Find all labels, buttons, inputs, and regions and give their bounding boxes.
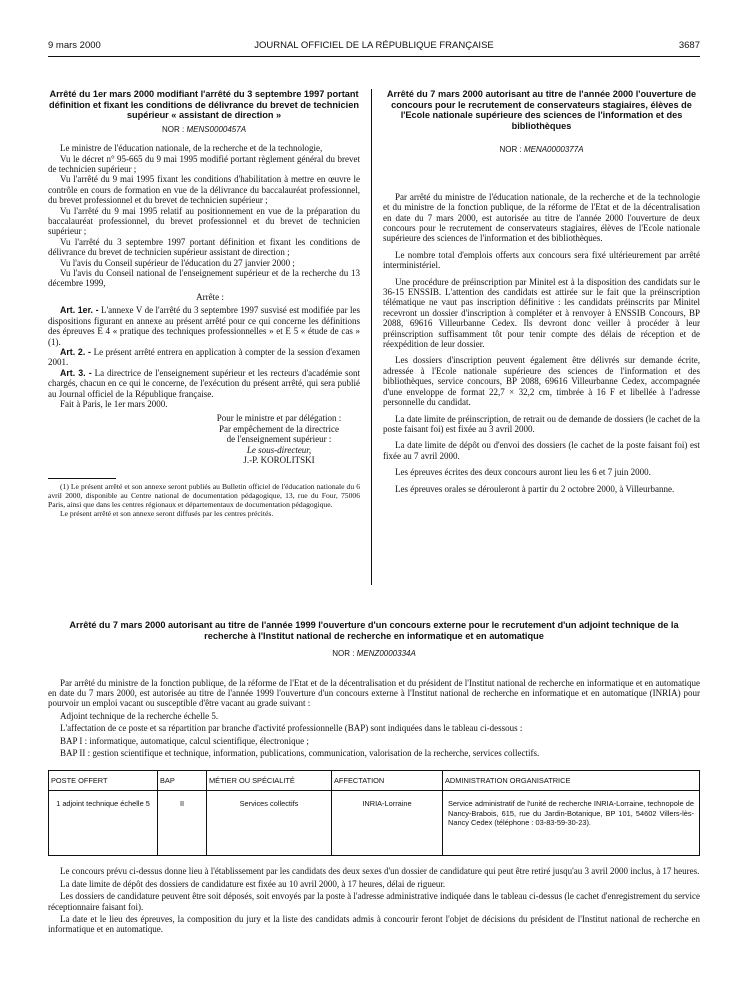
left-para: Vu le décret n° 95-665 du 9 mai 1995 modifié portant règlement général du brevet de technicien supérieur ;	[48, 153, 360, 174]
left-para: Vu l'arrêté du 9 mai 1995 fixant les conditions d'habilitation à mettre en œuvre le contrôle en cours de formation en vue de la délivrance du baccalauréat professionnel, du brevet professionnel et du brevet de technicien supérieur ;	[48, 174, 360, 206]
table-cell: INRIA-Lorraine	[332, 791, 443, 856]
article-label: Art. 1er. -	[60, 305, 99, 316]
nor-label: NOR :	[332, 649, 355, 659]
table-header: BAP	[158, 771, 207, 791]
left-column	[48, 89, 360, 519]
article-label: Art. 2. -	[60, 346, 91, 357]
left-para: Vu l'avis du Conseil national de l'enseignement supérieur et de la recherche du 13 décembre 1999,	[48, 268, 360, 289]
bottom-para: Le concours prévu ci-dessus donne lieu à l'établissement par les candidats des deux sexes d'un dossier de candidature qui peut être retiré jusqu'au 3 avril 2000 inclus, à 17 heures.	[60, 866, 700, 877]
signature-line: Pour le ministre et par délégation :	[216, 413, 342, 424]
right-para: Les dossiers d'inscription peuvent également être délivrés sur demande écrite, adressée à l'Ecole nationale supérieure des sciences de l'information et des bibliothèques, service concours, BP 2088, 69616 Villeurbanne Cedex, accompagnée d'une enveloppe de format 22,7 × 32,2 cm, timbrée à 16 F et libellée à l'adresse personnelle du candidat.	[383, 355, 700, 408]
left-para: Vu l'avis du Conseil supérieur de l'éducation du 27 janvier 2000 ;	[60, 257, 295, 268]
signature-line: Par empêchement de la directrice	[219, 423, 339, 434]
bottom-para: BAP II : gestion scientifique et technique, information, publications, communication, valorisation de la recherche, services collectifs.	[60, 748, 540, 759]
page-header	[48, 40, 700, 54]
table-row	[49, 791, 700, 856]
bottom-title: Arrêté du 7 mars 2000 autorisant au titre de l'année 1999 l'ouverture d'un concours externe pour le recrutement d'un adjoint technique de la recherche à l'Institut national de recherche en informatique et en automatique	[69, 620, 679, 641]
left-nor	[48, 125, 360, 135]
nor-code: MENA0000377A	[523, 145, 584, 155]
article-3	[48, 368, 360, 399]
nor-code: MENZ0000334A	[356, 649, 416, 659]
left-title: Arrêté du 1er mars 2000 modifiant l'arrêté du 3 septembre 1997 portant définition et fixant les conditions de délivrance du brevet de technicien supérieur « assistant de direction »	[49, 89, 359, 121]
right-para: Les épreuves orales se dérouleront à partir du 2 octobre 2000, à Villeurbanne.	[395, 483, 675, 494]
right-title: Arrêté du 7 mars 2000 autorisant au titre de l'année 2000 l'ouverture de concours pour le recrutement de conservateurs stagiaires, élèves de l'Ecole nationale supérieure des sciences de l'information et des bibliothèques	[386, 89, 697, 131]
page-number: 3687	[678, 40, 700, 51]
signature-block	[198, 413, 360, 465]
header-rule	[48, 56, 700, 57]
bottom-para: BAP I : informatique, automatique, calcul scientifique, électronique ;	[60, 735, 309, 746]
right-para: Le nombre total d'emplois offerts aux concours sera fixé ultérieurement par arrêté interministériel.	[383, 249, 700, 271]
footnote-rule	[48, 478, 116, 479]
table-header: AFFECTATION	[332, 771, 443, 791]
article-2	[48, 347, 360, 368]
bottom-para: L'affectation de ce poste et sa répartition par branche d'activité professionnelle (BAP) sont indiquées dans le tableau ci-dessous :	[60, 723, 523, 734]
bottom-para: La date et le lieu des épreuves, la composition du jury et la liste des candidats admis à concourir feront l'objet de décisions du président de l'Institut national de recherche en informatique et en automatique.	[48, 914, 700, 935]
article-text: L'annexe V de l'arrêté du 3 septembre 1997 susvisé est modifiée par les dispositions figurant en annexe au présent arrêté pour ce qui concerne les définitions des épreuves E 4 « pratique des techniques professionnelles » et E 5 « étude de cas » (1).	[48, 305, 360, 347]
nor-code: MENS0000457A	[186, 124, 247, 134]
bottom-para: La date limite de dépôt des dossiers de candidature est fixée au 10 avril 2000, à 17 heures, délai de rigueur.	[60, 878, 446, 889]
right-para: La date limite de dépôt ou d'envoi des dossiers (le cachet de la poste faisant foi) est fixée au 7 avril 2000.	[383, 440, 700, 461]
table-header: MÉTIER OU SPÉCIALITÉ	[207, 771, 332, 791]
bottom-para: Les dossiers de candidature peuvent être soit déposés, soit envoyés par la poste à l'adresse administrative indiquée dans le tableau ci-dessus (le cachet d'enregistrement du service réceptionnaire faisant foi).	[48, 891, 700, 912]
right-para: Une procédure de préinscription par Minitel est à la disposition des candidats sur le 36-15 ENSSIB. L'attention des candidats est attirée sur le fait que la préinscription télématique ne vaut pas inscription définitive : les candidats préinscrits par Minitel recevront un dossier d'inscription à compléter et à renvoyer à ENSSIB Concours, BP 2088, 69616 Villeurbanne Cedex. Ils devront donc veiller à procéder à leur préinscription suffisamment tôt pour tenir compte des délais de réception et de réexpédition de leur dossier.	[383, 276, 700, 350]
recruitment-table	[48, 770, 700, 856]
article-label: Art. 3. -	[60, 367, 92, 378]
nor-label: NOR :	[499, 145, 522, 155]
right-nor	[383, 145, 700, 155]
right-column	[383, 89, 700, 500]
signature-line: Le sous-directeur,	[246, 444, 312, 455]
left-para: Le ministre de l'éducation nationale, de la recherche et de la technologie,	[60, 143, 323, 154]
footnote: Le présent arrêté et son annexe seront diffusés par les centres précités.	[60, 508, 274, 518]
article-1	[48, 305, 360, 347]
signatory-name: J.-P. KOROLITSKI	[243, 454, 315, 465]
journal-title: JOURNAL OFFICIEL DE LA RÉPUBLIQUE FRANÇAISE	[254, 40, 494, 51]
bottom-nor	[48, 649, 700, 659]
table-header-row	[49, 771, 700, 791]
issue-date: 9 mars 2000	[48, 40, 101, 51]
fait-a: Fait à Paris, le 1er mars 2000.	[60, 398, 168, 409]
article-text: Le présent arrêté entrera en application à compter de la session d'examen 2001.	[48, 346, 361, 368]
table-cell: Service administratif de l'unité de recherche INRIA-Lorraine, technopole de Nancy-Brabois, 615, rue du Jardin-Botanique, BP 101, 54602 Villers-lès-Nancy Cedex (téléphone : 03-83-59-30-23).	[443, 791, 700, 856]
right-para: Les épreuves écrites des deux concours auront lieu les 6 et 7 juin 2000.	[395, 467, 651, 478]
right-para: Par arrêté du ministre de l'éducation nationale, de la recherche et de la technologie et du ministre de la fonction publique, de la réforme de l'Etat et de la décentralisation en date du 7 mars 2000, est autorisée au titre de l'année 2000 l'ouverture de deux concours pour le recrutement de conservateurs stagiaires, élèves de l'Ecole nationale supérieure des sciences de l'information et des bibliothèques.	[383, 191, 700, 244]
table-header: POSTE OFFERT	[49, 771, 158, 791]
arrete: Arrête :	[196, 291, 224, 302]
bottom-section	[48, 620, 700, 935]
column-separator	[371, 89, 372, 585]
footnote: (1) Le présent arrêté et son annexe seront publiés au Bulletin officiel de l'éducation nationale du 6 avril 2000, disponible au Centre national de documentation pédagogique, 13, rue du Four, 75006 Paris, ainsi que dans les centres régionaux et départementaux de documentation pédagogique.	[48, 482, 360, 509]
article-text: La directrice de l'enseignement supérieur et les recteurs d'académie sont chargés, chacun en ce qui le concerne, de l'exécution du présent arrêté, qui sera publié au Journal officiel de la République française.	[48, 367, 360, 399]
table-cell: II	[158, 791, 207, 856]
right-para: La date limite de préinscription, de retrait ou de demande de dossiers (le cachet de la poste faisant foi) est fixée au 3 avril 2000.	[383, 413, 700, 434]
table-header: ADMINISTRATION ORGANISATRICE	[443, 771, 700, 791]
bottom-para: Adjoint technique de la recherche échelle 5.	[60, 710, 219, 721]
left-para: Vu l'arrêté du 9 mai 1995 relatif au positionnement en vue de la préparation du baccalauréat professionnel, du brevet professionnel et du brevet de technicien supérieur ;	[48, 205, 360, 237]
nor-label: NOR :	[161, 124, 185, 134]
bottom-para: Par arrêté du ministre de la fonction publique, de la réforme de l'Etat et de la décentralisation et du président de l'Institut national de recherche en informatique et en automatique en date du 7 mars 2000, est autorisée au titre de l'année 1999 l'ouverture d'un concours externe à l'Institut national de recherche en informatique et en automatique (INRIA) pour pourvoir un emploi vacant ou susceptible d'être vacant au grade suivant :	[48, 677, 700, 709]
signature-line: de l'enseignement supérieur :	[226, 434, 332, 445]
table-cell: 1 adjoint technique échelle 5	[49, 791, 158, 856]
left-para: Vu l'arrêté du 3 septembre 1997 portant définition et fixant les conditions de délivrance du brevet de technicien supérieur assistant de direction ;	[48, 236, 360, 258]
table-cell: Services collectifs	[207, 791, 332, 856]
